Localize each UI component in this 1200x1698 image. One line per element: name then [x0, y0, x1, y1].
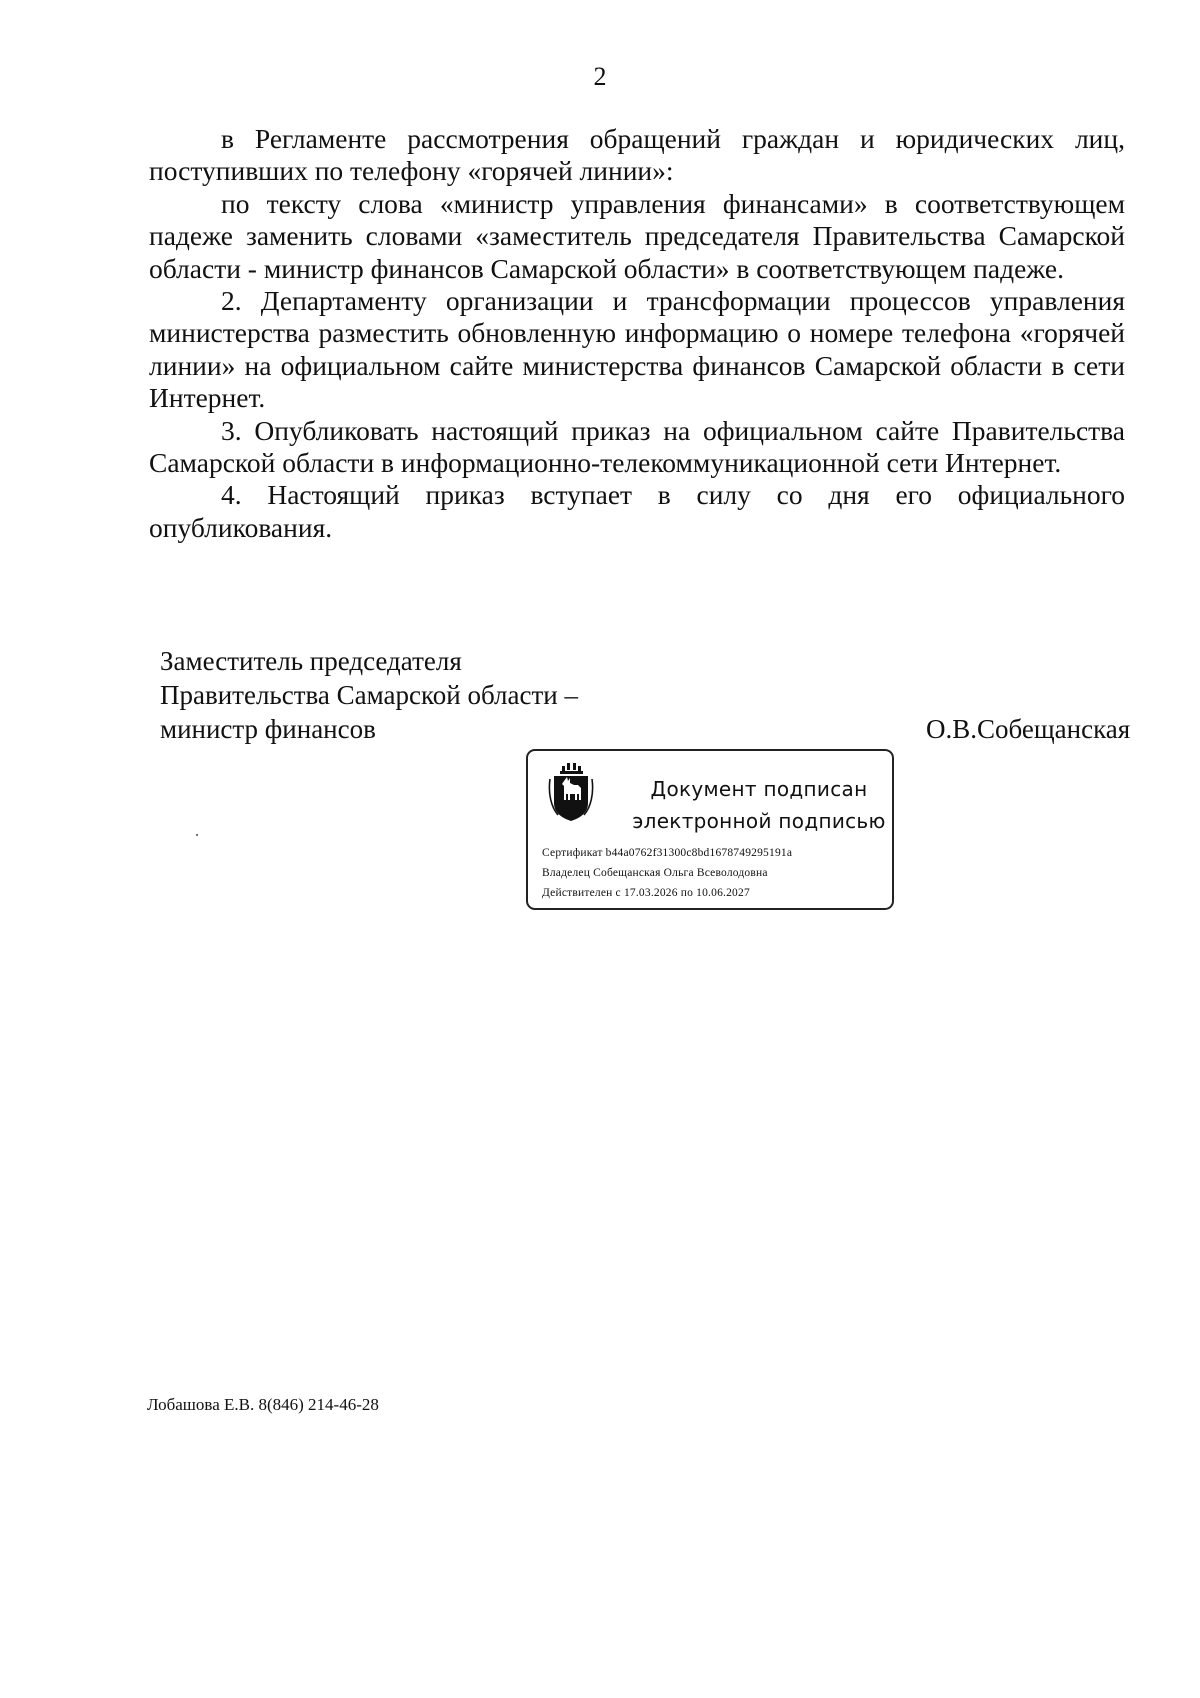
- electronic-signature-stamp: [526, 749, 894, 910]
- stamp-certificate: Сертификат b44a0762f31300c8bd1678749295191a: [542, 847, 793, 859]
- paragraph-regulation-intro: в Регламенте рассмотрения обращений граждан и юридических лиц, поступивших по телефону «горячей линии»:: [149, 123, 1125, 187]
- executor-contact: Лобашова Е.В. 8(846) 214-46-28: [147, 1395, 379, 1414]
- paragraph-item-4: 4. Настоящий приказ вступает в силу со дня его официального опубликования.: [149, 479, 1125, 543]
- samara-coat-of-arms-icon: [548, 763, 594, 823]
- page-number: 2: [593, 62, 607, 91]
- stamp-owner: Владелец Собещанская Ольга Всеволодовна: [542, 867, 768, 879]
- paragraph-text-replacement: по тексту слова «министр управления финансами» в соответствующем падеже заменить словами «заместитель председателя Правительства Самарской области - министр финансов Самарской области» в соответствующем падеже.: [149, 187, 1125, 284]
- paragraph-item-2: 2. Департаменту организации и трансформации процессов управления министерства разместить обновленную информацию о номере телефона «горячей линии» на официальном сайте министерства финансов Самарской области в сети Интернет.: [149, 285, 1125, 414]
- signatory-title-line: Заместитель председателя: [160, 646, 462, 676]
- paragraph-item-3: 3. Опубликовать настоящий приказ на официальном сайте Правительства Самарской области в информационно-телекоммуникационной сети Интернет.: [149, 414, 1125, 479]
- stamp-heading-line: электронной подписью: [632, 809, 886, 833]
- stamp-heading-line: Документ подписан: [650, 777, 868, 801]
- document-body: [149, 123, 1125, 544]
- signatory-title: [160, 644, 578, 746]
- scan-speck: [196, 834, 198, 836]
- stamp-validity: Действителен с 17.03.2026 по 10.06.2027: [542, 887, 750, 899]
- signatory-name: О.В.Собещанская: [926, 714, 1131, 744]
- signatory-title-line: Правительства Самарской области –: [160, 680, 578, 710]
- signatory-title-line: министр финансов: [160, 714, 376, 744]
- stamp-details: [542, 843, 792, 903]
- stamp-heading: [628, 773, 890, 837]
